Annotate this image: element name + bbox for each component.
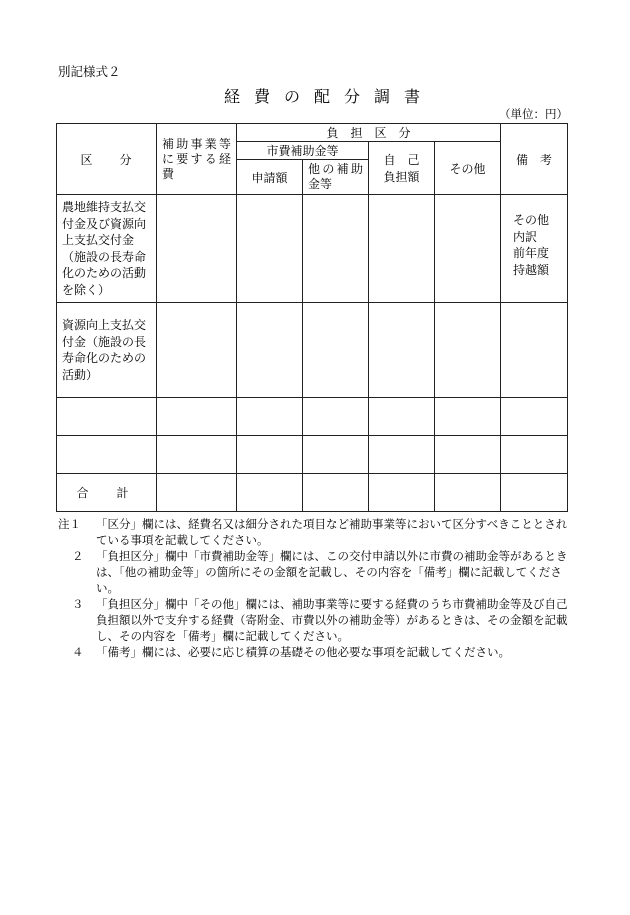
note-number: 注１ (58, 517, 81, 531)
table-cell (501, 398, 568, 436)
header-kubun: 区 分 (57, 124, 157, 195)
self-burden-label-2: 負担額 (383, 170, 420, 184)
table-cell (237, 303, 303, 398)
note-item (58, 596, 572, 644)
table-cell (303, 436, 369, 474)
table-cell (369, 398, 435, 436)
budget-allocation-table (56, 123, 568, 512)
table-cell (157, 195, 237, 303)
note-number: ２ (72, 549, 84, 563)
table-cell (369, 436, 435, 474)
table-cell (237, 436, 303, 474)
note-number: ４ (72, 645, 84, 659)
table-cell (501, 474, 568, 512)
header-other: その他 (435, 142, 501, 195)
note-number: ３ (72, 597, 84, 611)
row-label-improvement-grant: 資源向上支払交付金（施設の長寿命化のための活動） (57, 303, 157, 398)
form-identifier: 別記様式２ (58, 64, 121, 79)
row-label-maintenance-grant: 農地維持支払交付金及び資源向上支払交付金（施設の長寿命化のための活動を除く） (57, 195, 157, 303)
table-cell (369, 303, 435, 398)
note-text: 「区分」欄には、経費名又は細分された項目など補助事業等において区分すべきこととされている事項を記載してください。 (96, 517, 568, 547)
unit-label: （単位：円） (499, 107, 568, 121)
table-row (57, 195, 568, 303)
notes-section (58, 516, 572, 660)
table-cell (57, 398, 157, 436)
table-cell (57, 436, 157, 474)
table-cell (501, 436, 568, 474)
row1-remarks (501, 195, 568, 303)
table-cell (303, 398, 369, 436)
note-text: 「負担区分」欄中「その他」欄には、補助事業等に要する経費のうち市費補助金等及び自己負担額以外で支弁する経費（寄附金、市費以外の補助金等）があるときは、その金額を記載し、その内容を「備考」欄に記載してください。 (96, 597, 568, 643)
header-city-subsidy: 市費補助金等 (237, 142, 369, 160)
remarks-line: その他 (513, 213, 550, 227)
header-application-amount: 申請額 (237, 160, 303, 195)
header-project-expense: 補助事業等に要する経費 (157, 124, 237, 195)
total-label: 合 計 (57, 474, 157, 512)
remarks-line: 前年度 (513, 246, 550, 260)
table-cell (435, 398, 501, 436)
remarks-line: 持越額 (513, 262, 550, 277)
header-self-burden (369, 142, 435, 195)
table-cell (369, 474, 435, 512)
table-row (57, 303, 568, 398)
remarks-line: 内訳 (513, 229, 538, 244)
table-cell (501, 303, 568, 398)
table-cell (157, 303, 237, 398)
table-cell (237, 195, 303, 303)
table-cell (435, 474, 501, 512)
table-cell (369, 195, 435, 303)
table-cell (435, 436, 501, 474)
table-cell (237, 474, 303, 512)
note-item (58, 516, 572, 548)
header-burden-category: 負 担 区 分 (237, 124, 501, 142)
table-cell (157, 436, 237, 474)
table-cell (303, 303, 369, 398)
table-cell (157, 474, 237, 512)
note-text: 「負担区分」欄中「市費補助金等」欄には、この交付申請以外に市費の補助金等があるときは、「他の補助金等」の箇所にその金額を記載し、その内容を「備考」欄に記載してください。 (96, 549, 568, 595)
note-text: 「備考」欄には、必要に応じ積算の基礎その他必要な事項を記載してください。 (96, 645, 510, 659)
header-remarks: 備 考 (501, 124, 568, 195)
table-row-total (57, 474, 568, 512)
self-burden-label-1: 自 己 (383, 153, 420, 167)
table-cell (157, 398, 237, 436)
table-row (57, 436, 568, 474)
table-cell (303, 195, 369, 303)
note-item (58, 548, 572, 596)
table-cell (237, 398, 303, 436)
table-cell (435, 195, 501, 303)
header-other-subsidies: 他の補助金等 (303, 160, 369, 195)
table-cell (435, 303, 501, 398)
document-title: 経費の配分調書 (223, 87, 434, 106)
note-item (58, 644, 572, 660)
table-row (57, 398, 568, 436)
table-cell (303, 474, 369, 512)
